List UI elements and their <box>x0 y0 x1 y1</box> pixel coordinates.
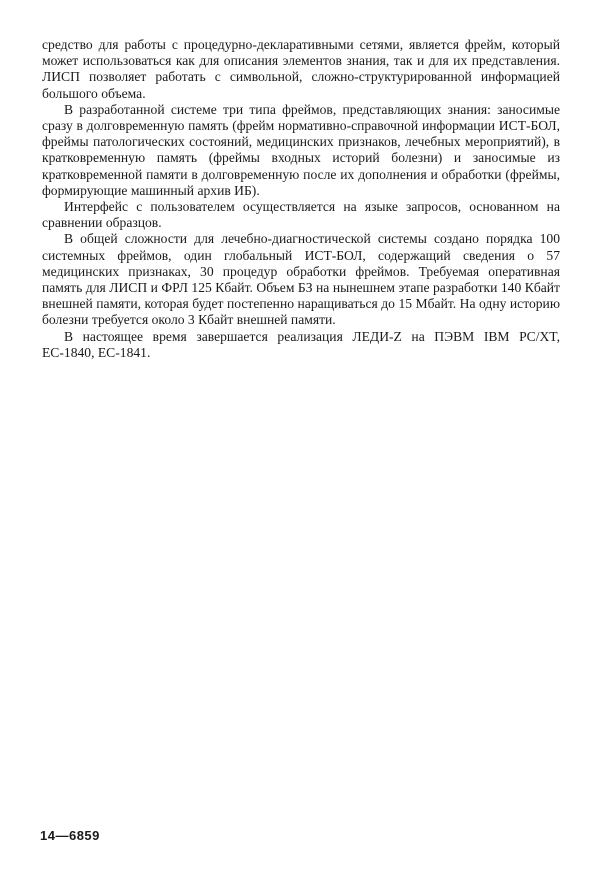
printer-signature: 14—6859 <box>40 828 100 843</box>
paragraph-3: Интерфейс с пользователем осуществляется на языке запросов, основанном на сравнении образцов. <box>42 199 560 231</box>
body-text <box>42 37 560 361</box>
paragraph-5: В настоящее время завершается реализация ЛЕДИ-Z на ПЭВМ IBM PC/XT, ЕС-1840, ЕС-1841. <box>42 328 560 360</box>
paragraph-2: В разработанной системе три типа фреймов, представляющих знания: заносимые сразу в долговременную память (фрейм нормативно-справочной информации ИСТ-БОЛ, фреймы патологических состояний, медицинских признаков, лечебных мероприятий), в кратковременную память (фреймы входных историй болезни) и заносимые из кратковременной памяти в долговременную после их дополнения и обработки (фреймы, формирующие машинный архив ИБ). <box>42 101 560 198</box>
paragraph-1: средство для работы с процедурно-декларативными сетями, является фрейм, который может использоваться как для описания элементов знания, так и для их представления. ЛИСП позволяет работать с символьной, сложно-структурированной информацией большого объема. <box>42 37 560 101</box>
paragraph-4: В общей сложности для лечебно-диагностической системы создано порядка 100 системных фреймов, один глобальный ИСТ-БОЛ, содержащий сведения о 57 медицинских признаках, 30 процедур обработки фреймов. Требуемая оперативная память для ЛИСП и ФРЛ 125 Кбайт. Объем БЗ на нынешнем этапе разработки 140 Кбайт внешней памяти, которая будет постепенно наращиваться до 15 Мбайт. На одну историю болезни требуется около 3 Кбайт внешней памяти. <box>42 231 560 328</box>
